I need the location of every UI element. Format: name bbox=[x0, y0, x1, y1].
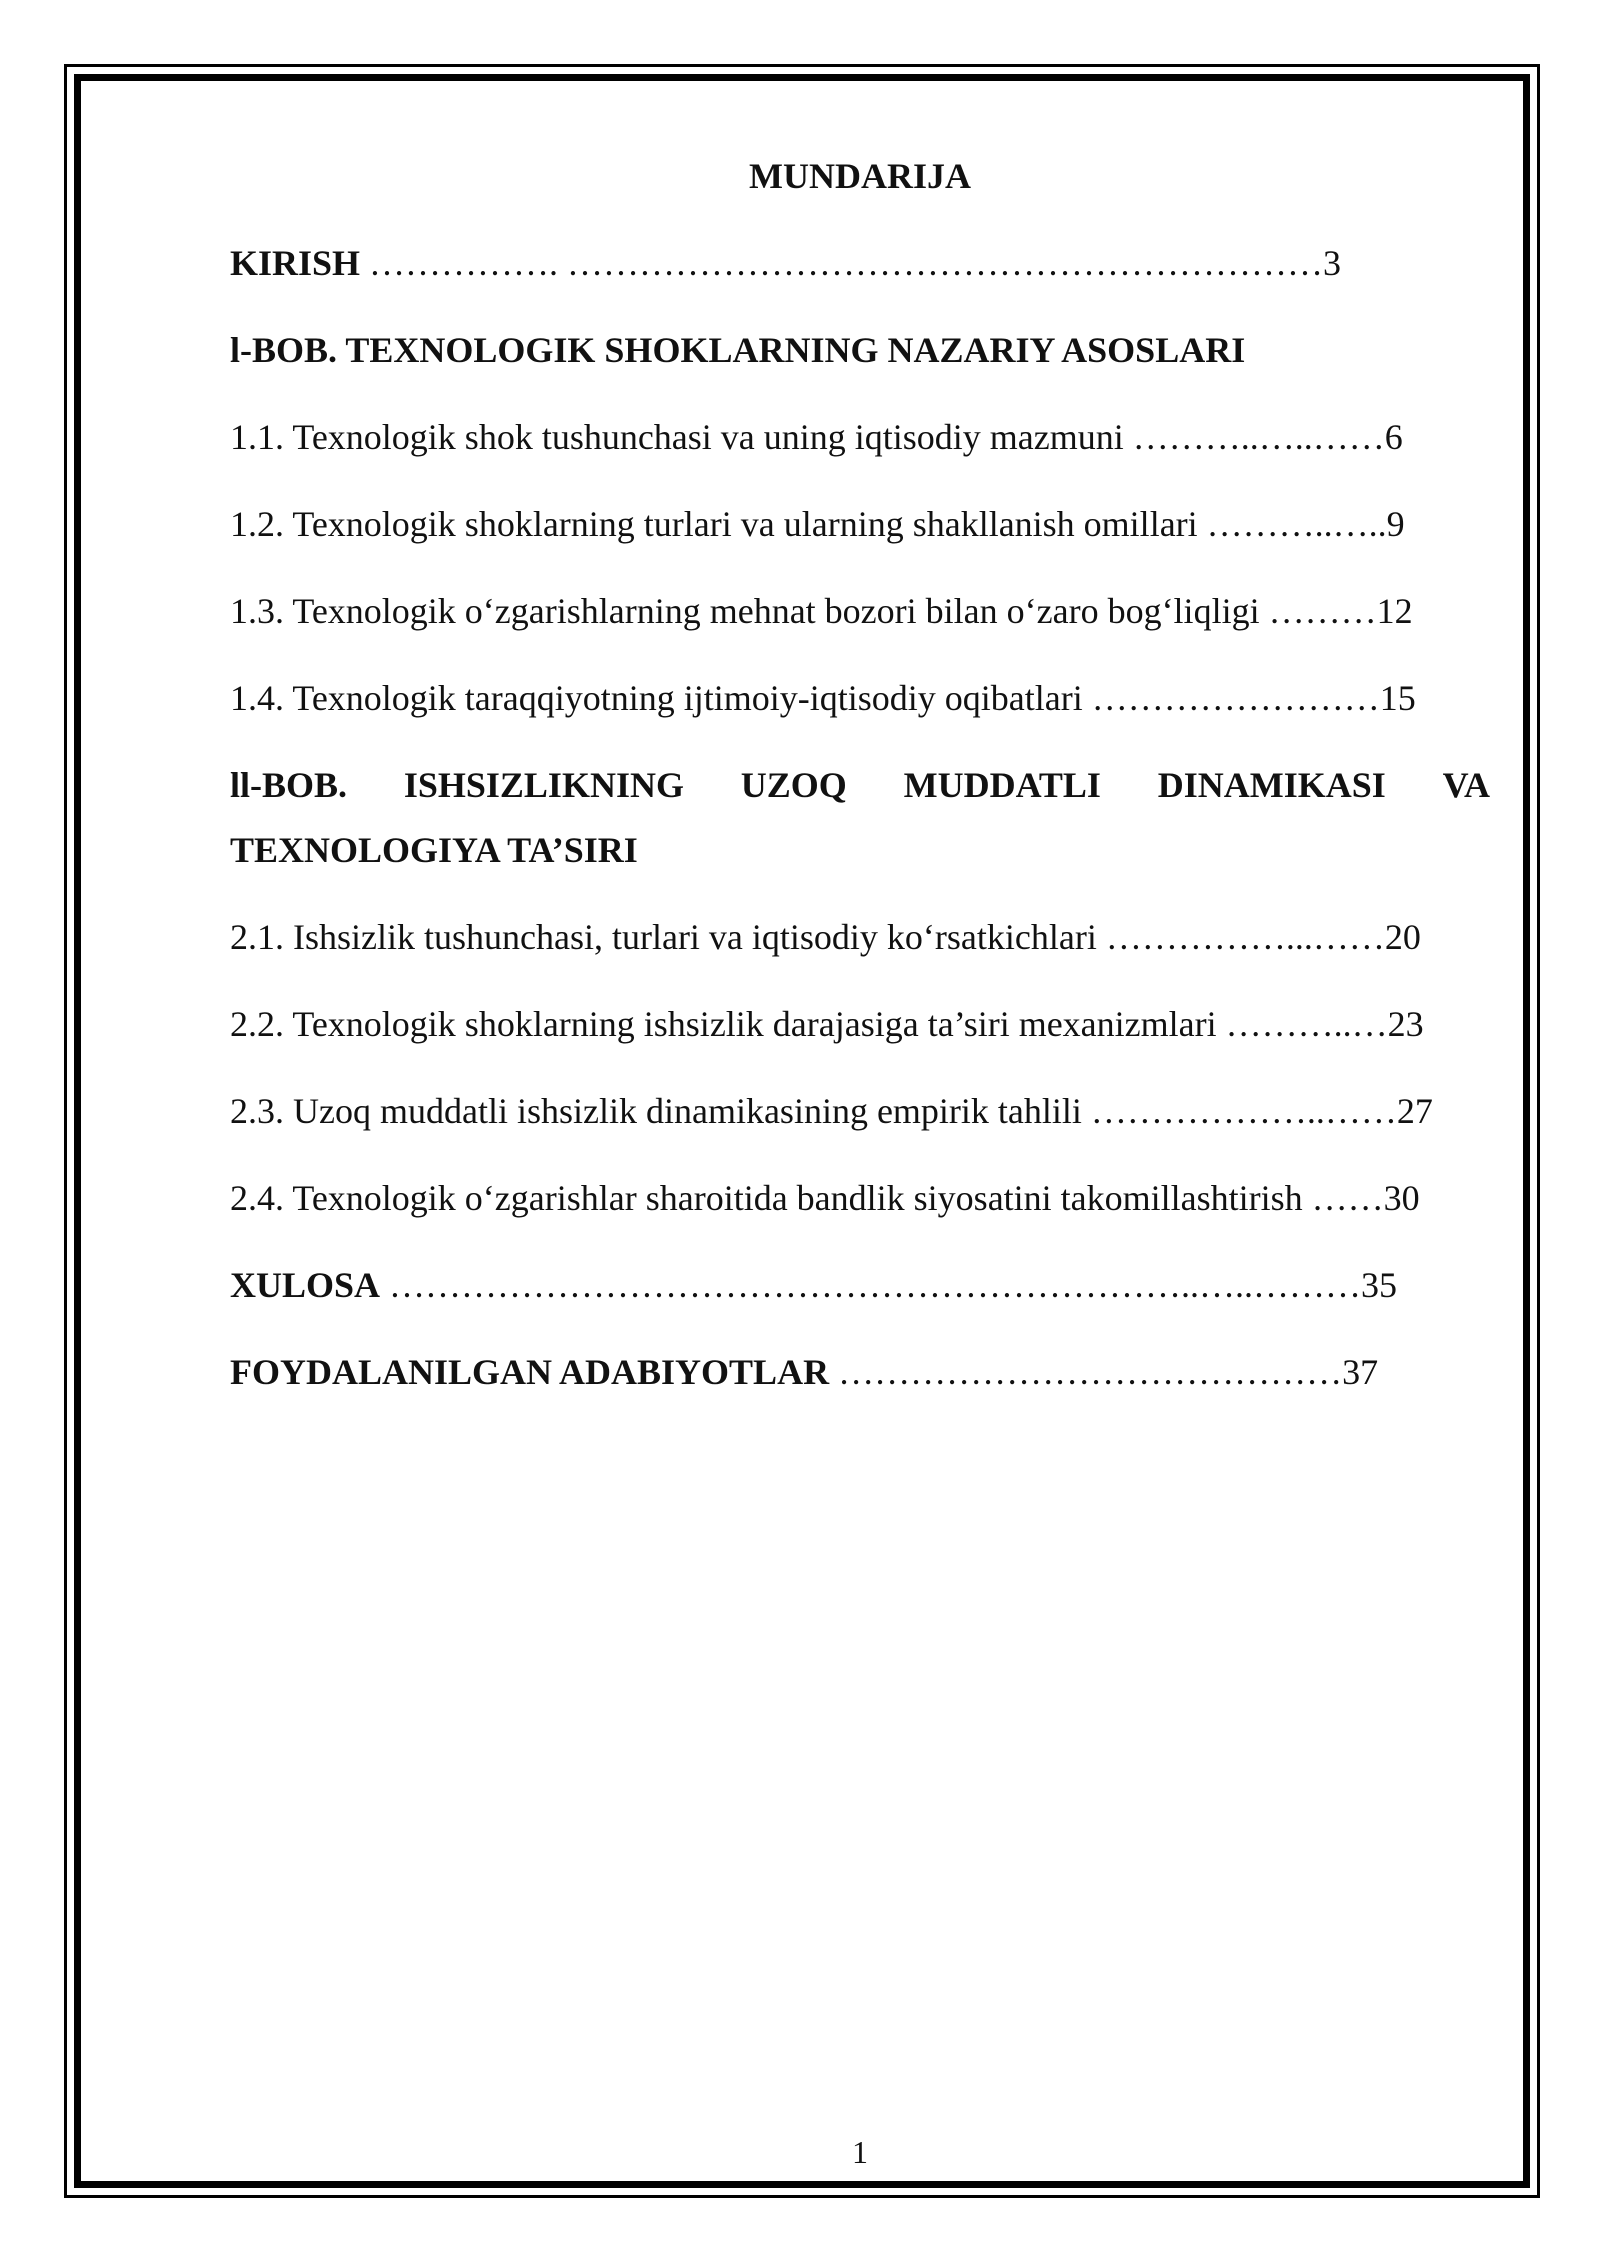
toc-entry-leader: …………………………………… bbox=[829, 1352, 1343, 1392]
toc-entry-label: FOYDALANILGAN ADABIYOTLAR bbox=[230, 1352, 830, 1392]
toc-entry-page: 37 bbox=[1342, 1352, 1379, 1392]
toc-entry-label: 2.4. Texnologik o‘zgarishlar sharoitida bandlik siyosatini takomillashtirish bbox=[230, 1178, 1303, 1218]
toc-entry-page: 27 bbox=[1396, 1091, 1433, 1131]
toc-entry-label: 1.2. Texnologik shoklarning turlari va ularning shakllanish omillari bbox=[230, 504, 1198, 544]
toc-entry-page: 6 bbox=[1384, 417, 1403, 457]
toc-entry-1-4[interactable] bbox=[230, 672, 1416, 724]
toc-entry-label: 2.2. Texnologik shoklarning ishsizlik darajasiga ta’siri mexanizmlari bbox=[230, 1004, 1217, 1044]
toc-entry-2-4[interactable] bbox=[230, 1172, 1420, 1224]
toc-entry-page: 23 bbox=[1387, 1004, 1424, 1044]
toc-entry-label: KIRISH bbox=[230, 243, 361, 283]
heading-word: ISHSIZLIKNING bbox=[403, 765, 684, 805]
toc-entry-leader: ………..… bbox=[1216, 1004, 1388, 1044]
toc-entry-leader: ……… bbox=[1259, 591, 1377, 631]
toc-entry-label: 2.1. Ishsizlik tushunchasi, turlari va iqtisodiy ko‘rsatkichlari bbox=[230, 917, 1097, 957]
toc-entry-page: 30 bbox=[1383, 1178, 1420, 1218]
toc-entry-2-3[interactable] bbox=[230, 1085, 1433, 1137]
toc-entry-2-1[interactable] bbox=[230, 911, 1421, 963]
toc-entry-leader: …………………… bbox=[1082, 678, 1380, 718]
heading-word: VA bbox=[1442, 765, 1490, 805]
toc-entry-kirish[interactable] bbox=[230, 237, 1341, 289]
toc-entry-label: 2.3. Uzoq muddatli ishsizlik dinamikasining empirik tahlili bbox=[230, 1091, 1082, 1131]
heading-word: DINAMIKASI bbox=[1157, 765, 1386, 805]
toc-entry-label: 1.3. Texnologik o‘zgarishlarning mehnat bozori bilan o‘zaro bog‘liqligi bbox=[230, 591, 1260, 631]
page-number: 1 bbox=[852, 2134, 868, 2170]
toc-chapter-2-line-2: TEXNOLOGIYA TA’SIRI bbox=[230, 830, 638, 870]
toc-entry-leader: ………………..…… bbox=[1081, 1091, 1397, 1131]
page-title: MUNDARIJA bbox=[749, 156, 971, 196]
toc-entry-leader: …………………………………………………………..…..……… bbox=[380, 1265, 1362, 1305]
heading-word: UZOQ bbox=[740, 765, 847, 805]
toc-entry-page: 20 bbox=[1384, 917, 1421, 957]
toc-entry-page: 15 bbox=[1379, 678, 1416, 718]
toc-entry-label: 1.4. Texnologik taraqqiyotning ijtimoiy-iqtisodiy oqibatlari bbox=[230, 678, 1083, 718]
toc-entry-label: 1.1. Texnologik shok tushunchasi va uning iqtisodiy mazmuni bbox=[230, 417, 1124, 457]
toc-entry-2-2[interactable] bbox=[230, 998, 1424, 1050]
toc-entry-1-3[interactable] bbox=[230, 585, 1413, 637]
toc-entry-leader: ………..….. bbox=[1197, 504, 1387, 544]
toc-entry-page: 12 bbox=[1376, 591, 1413, 631]
toc-chapter-1-heading[interactable] bbox=[230, 324, 1245, 376]
toc-entry-leader: ……………...…… bbox=[1096, 917, 1385, 957]
toc-entry-leader: …… bbox=[1302, 1178, 1384, 1218]
toc-entry-page: 9 bbox=[1386, 504, 1405, 544]
toc-chapter-2-heading[interactable] bbox=[230, 759, 1490, 876]
heading-word: MUDDATLI bbox=[903, 765, 1101, 805]
toc-entry-label: XULOSA bbox=[230, 1265, 381, 1305]
toc-chapter-2-line-1 bbox=[230, 759, 1490, 811]
toc-entry-1-2[interactable] bbox=[230, 498, 1405, 550]
toc-entry-adabiyotlar[interactable] bbox=[230, 1346, 1378, 1398]
toc-entry-label: l-BOB. TEXNOLOGIK SHOKLARNING NAZARIY ASOSLARI bbox=[230, 330, 1246, 370]
toc-entry-leader: ……………. ……………………………………………………… bbox=[360, 243, 1324, 283]
heading-word: ll-BOB. bbox=[230, 765, 348, 805]
toc-entry-page: 3 bbox=[1323, 243, 1342, 283]
toc-entry-xulosa[interactable] bbox=[230, 1259, 1397, 1311]
toc-entry-1-1[interactable] bbox=[230, 411, 1403, 463]
toc-entry-page: 35 bbox=[1361, 1265, 1398, 1305]
toc-entry-leader: ………..…..…… bbox=[1123, 417, 1385, 457]
